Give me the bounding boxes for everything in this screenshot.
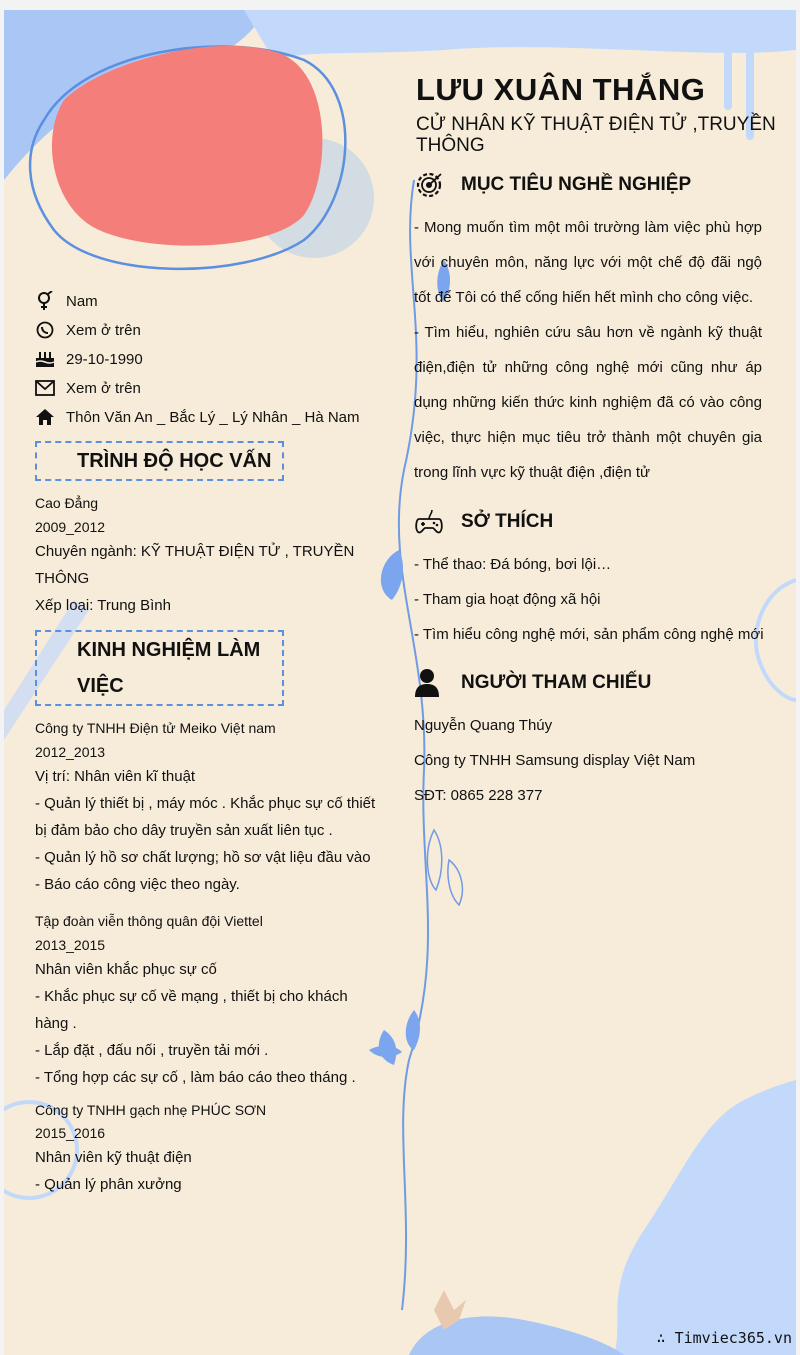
gamepad-icon <box>414 507 444 537</box>
objective-text <box>414 210 762 490</box>
reference-phone: SĐT: 0865 228 377 <box>414 787 543 804</box>
info-gender <box>34 290 98 312</box>
envelope-icon <box>34 377 56 399</box>
job-desc-line: - Quản lý phân xưởng <box>35 1176 182 1193</box>
job-position: Vị trí: Nhân viên kĩ thuật <box>35 768 196 785</box>
site-watermark: ∴ Timviec365.vn <box>656 1329 792 1347</box>
experience-heading-line2: VIỆC <box>77 675 124 697</box>
education-heading: TRÌNH ĐỘ HỌC VẤN <box>35 441 284 481</box>
job-period: 2013_2015 <box>35 937 106 953</box>
job-desc-line: - Quản lý thiết bị , máy móc . Khắc phục sự cố thiết <box>35 795 376 812</box>
references-section-header <box>414 668 651 698</box>
whatsapp-icon <box>34 319 56 341</box>
reference-company: Công ty TNHH Samsung display Việt Nam <box>414 752 696 769</box>
reference-name: Nguyễn Quang Thúy <box>414 717 553 734</box>
job-desc-line: hàng . <box>35 1015 77 1032</box>
objective-section-header <box>414 170 691 200</box>
job-desc-line: - Tổng hợp các sự cố , làm báo cáo theo tháng . <box>35 1069 356 1086</box>
experience-heading-line1: KINH NGHIỆM LÀM <box>77 639 261 661</box>
experience-heading <box>35 630 284 706</box>
info-phone-text: Xem ở trên <box>66 321 141 339</box>
info-email <box>34 377 141 399</box>
home-icon <box>34 406 56 428</box>
job-company: Công ty TNHH gạch nhẹ PHÚC SƠN <box>35 1102 267 1118</box>
info-birthday <box>34 348 143 370</box>
job-period: 2012_2013 <box>35 744 106 760</box>
education-major-cont: THÔNG <box>35 570 90 587</box>
job-desc-line: - Khắc phục sự cố về mạng , thiết bị cho khách <box>35 988 348 1005</box>
info-birthday-text: 29-10-1990 <box>66 350 143 368</box>
education-period: 2009_2012 <box>35 519 106 535</box>
objective-heading: MỤC TIÊU NGHỀ NGHIỆP <box>461 174 692 195</box>
gender-icon <box>34 290 56 312</box>
job-position: Nhân viên kỹ thuật điện <box>35 1149 192 1166</box>
hobbies-section-header <box>414 507 553 537</box>
hobby-item: - Tìm hiểu công nghệ mới, sản phẩm công nghệ mới <box>414 626 764 643</box>
info-email-text: Xem ở trên <box>66 379 141 397</box>
person-icon <box>414 668 444 698</box>
cv-page <box>4 10 796 1355</box>
target-gear-icon <box>414 170 444 200</box>
education-school: Cao Đẳng <box>35 495 99 511</box>
objective-paragraph: - Tìm hiểu, nghiên cứu sâu hơn về ngành kỹ thuật điện,điện tử những công nghệ mới cũng như áp dụng những kiến thức kinh nghiệm đã có vào công việc, thực hiện mục tiêu trở thành một chuyên gia trong lĩnh vực kỹ thuật điện ,điện tử <box>414 324 762 481</box>
job-desc-line: - Lắp đặt , đấu nối , truyền tải mới . <box>35 1042 269 1059</box>
job-desc-line: - Báo cáo công việc theo ngày. <box>35 876 240 893</box>
candidate-name: LƯU XUÂN THẮNG <box>416 72 706 107</box>
job-desc-line: bị đảm bảo cho dây truyền sản xuất liên tục . <box>35 822 333 839</box>
hobby-item: - Thể thao: Đá bóng, bơi lội… <box>414 556 612 573</box>
birthday-cake-icon <box>34 348 56 370</box>
education-rank: Xếp loại: Trung Bình <box>35 597 171 614</box>
education-major: Chuyên ngành: KỸ THUẬT ĐIỆN TỬ , TRUYỀN <box>35 543 355 560</box>
objective-paragraph: - Mong muốn tìm một môi trường làm việc phù hợp với chuyên môn, năng lực với một chế độ đãi ngộ tốt để Tôi có thể cống hiến hết mình cho công việc. <box>414 219 762 306</box>
info-phone <box>34 319 141 341</box>
references-heading: NGƯỜI THAM CHIẾU <box>461 672 652 693</box>
job-period: 2015_2016 <box>35 1125 106 1141</box>
hobbies-list <box>414 547 774 652</box>
candidate-title: CỬ NHÂN KỸ THUẬT ĐIỆN TỬ ,TRUYỀN THÔNG <box>416 114 776 156</box>
hobbies-heading: SỞ THÍCH <box>461 511 554 532</box>
job-desc-line: - Quản lý hồ sơ chất lượng; hồ sơ vật liệu đầu vào <box>35 849 371 866</box>
info-gender-text: Nam <box>66 292 98 310</box>
references-list <box>414 708 774 813</box>
hobby-item: - Tham gia hoạt động xã hội <box>414 591 601 608</box>
info-address <box>34 406 360 428</box>
job-company: Tập đoàn viễn thông quân đội Viettel <box>35 913 263 929</box>
job-company: Công ty TNHH Điện tử Meiko Việt nam <box>35 720 276 736</box>
info-address-text: Thôn Văn An _ Bắc Lý _ Lý Nhân _ Hà Nam <box>66 408 360 426</box>
job-position: Nhân viên khắc phục sự cố <box>35 961 217 978</box>
